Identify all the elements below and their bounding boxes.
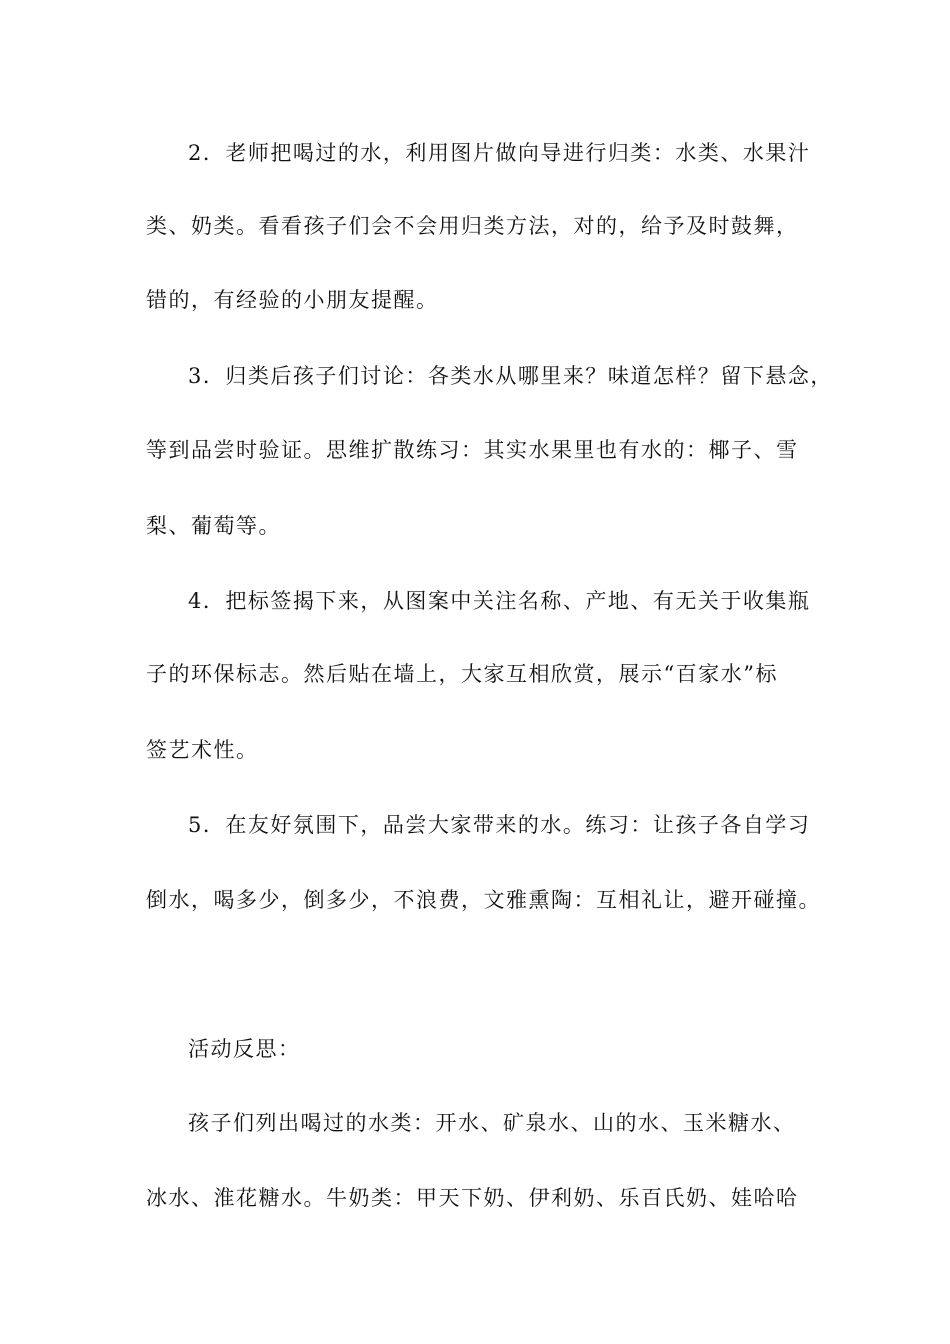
step-5-line-2: 倒水，喝多少，倒多少，不浪费，文雅熏陶：互相礼让，避开碰撞。	[146, 888, 821, 912]
step-3-line-3: 梨、葡萄等。	[146, 514, 281, 538]
step-4-line-1: 4．把标签揭下来，从图案中关注名称、产地、有无关于收集瓶	[188, 589, 811, 613]
reflection-line-1: 孩子们列出喝过的水类：开水、矿泉水、山的水、玉米糖水、	[188, 1111, 796, 1135]
reflection-line-2: 冰水、淮花糖水。牛奶类：甲天下奶、伊利奶、乐百氏奶、娃哈哈	[146, 1186, 799, 1210]
step-2-line-1: 2．老师把喝过的水，利用图片做向导进行归类：水类、水果汁	[188, 141, 811, 165]
step-5-line-1: 5．在友好氛围下，品尝大家带来的水。练习：让孩子各自学习	[188, 813, 811, 837]
step-4-line-2: 子的环保标志。然后贴在墙上，大家互相欣赏，展示“百家水”标	[146, 662, 778, 686]
step-3-line-1: 3．归类后孩子们讨论：各类水从哪里来？味道怎样？留下悬念，	[188, 364, 833, 388]
step-3-line-2: 等到品尝时验证。思维扩散练习：其实水果里也有水的：椰子、雪	[146, 438, 799, 462]
step-2-line-2: 类、奶类。看看孩子们会不会用归类方法，对的，给予及时鼓舞，	[146, 214, 799, 238]
reflection-heading: 活动反思：	[188, 1037, 301, 1061]
step-2-line-3: 错的，有经验的小朋友提醒。	[146, 288, 439, 312]
step-4-line-3: 签艺术性。	[146, 738, 259, 762]
